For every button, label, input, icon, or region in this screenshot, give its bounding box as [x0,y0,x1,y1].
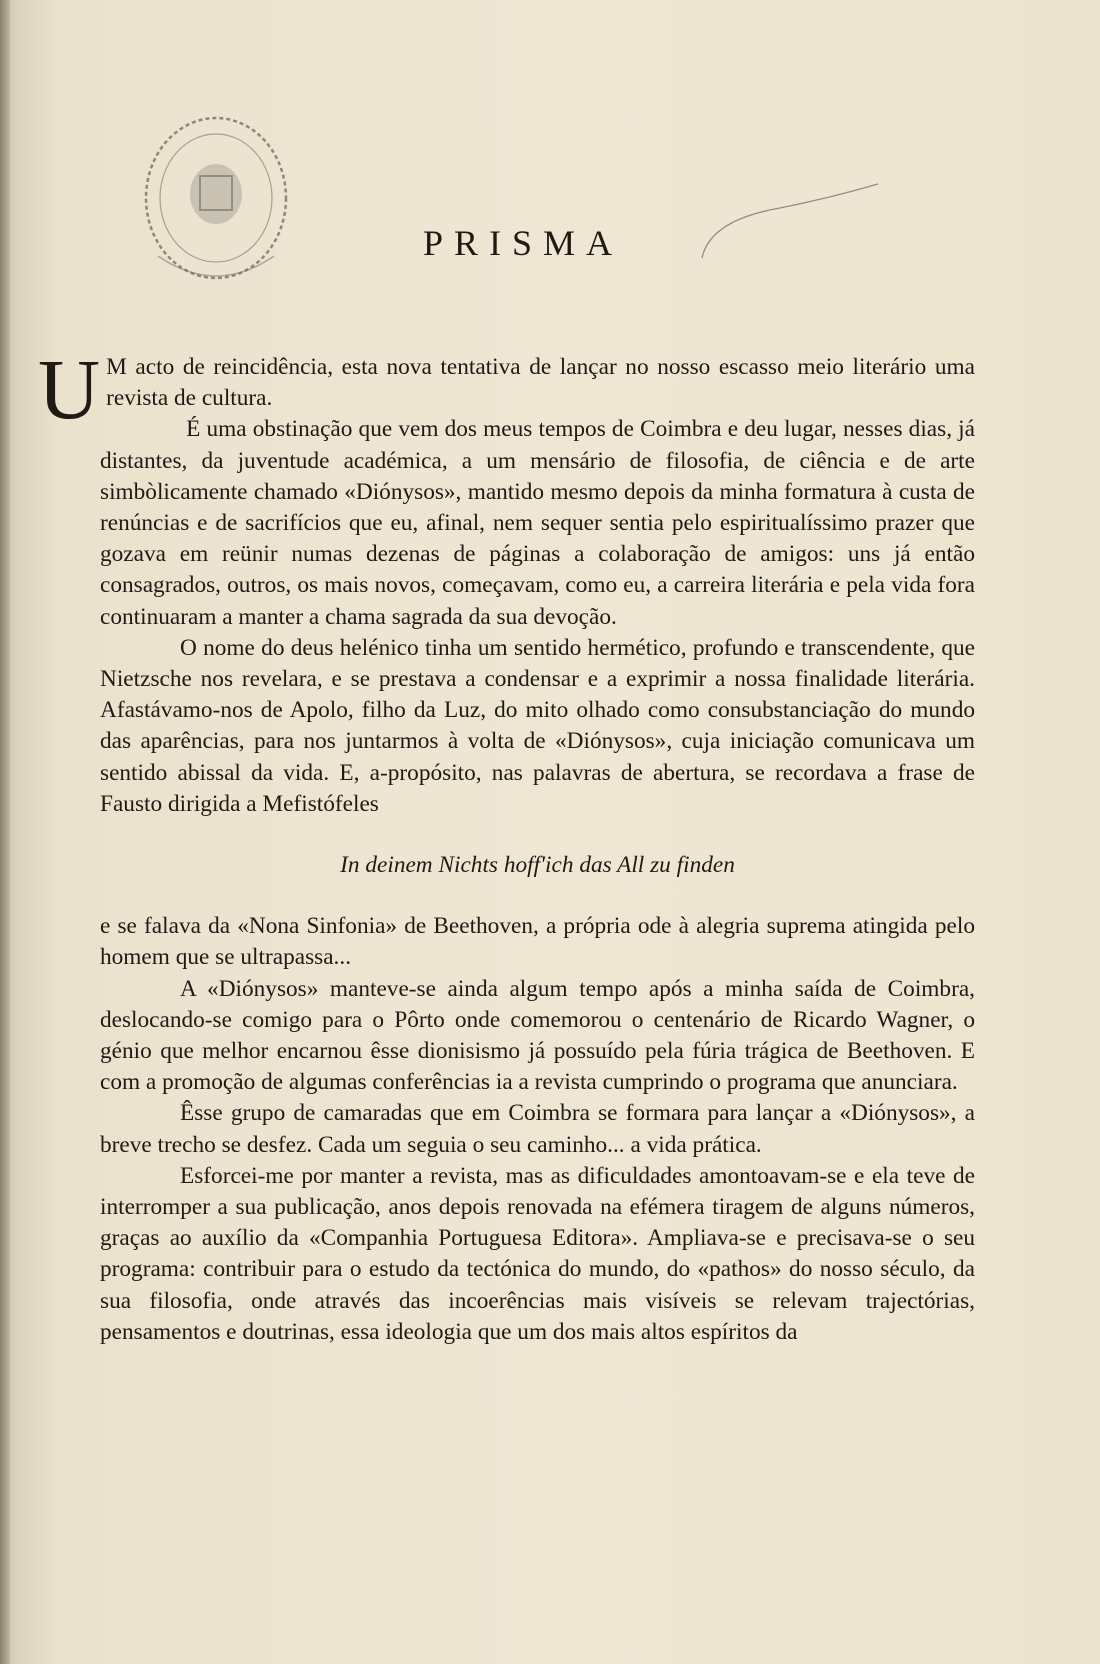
paragraph-4: e se falava da «Nona Sinfonia» de Beethoven, a própria ode à alegria suprema atingida pelo homem que se ultrapassa... [100,913,975,971]
drop-cap: U [38,341,101,437]
paragraph-7: Esforcei-me por manter a revista, mas as dificuldades amontoavam-se e ela teve de interromper a sua publicação, anos depois renovada na efémera tiragem de alguns números, graças ao auxílio da «Companhia Portuguesa Editora». Ampliava-se e precisava-se o seu programa: contribuir para o estudo da tectónica do mundo, do «pathos» do nosso século, da sua filosofia, onde através das incoerências mais visíveis se relevam trajectórias, pensamentos e doutrinas, essa ideologia que um dos mais altos espíritos da [100,1162,975,1345]
quotation: In deinem Nichts hoff'ich das All zu finden [340,852,735,879]
page-title: PRISMA [423,223,624,263]
paragraph-1 [38,341,975,437]
paragraph-1-text: M acto de reincidência, esta nova tentativa de lançar no nosso escasso meio literário uma revista de cultura. [106,354,975,412]
paragraph-3: O nome do deus helénico tinha um sentido hermético, profundo e transcendente, que Nietzsche nos revelara, e se prestava a condensar e a exprimir a nossa finalidade literária. Afastávamo-nos de Apolo, filho da Luz, do mito olhado como consubstanciação do mundo das aparências, para nos juntarmos à volta de «Diónysos», cuja iniciação comunicava um sentido abissal da vida. E, a-propósito, nas palavras de abertura, se recordava a frase de Fausto dirigida a Mefistófeles [100,634,975,817]
pen-mark [700,180,880,260]
paragraph-6: Êsse grupo de camaradas que em Coimbra se formara para lançar a «Diónysos», a breve trecho se desfez. Cada um seguia o seu caminho... a vida prática. [100,1100,975,1158]
paragraph-5: A «Diónysos» manteve-se ainda algum tempo após a minha saída de Coimbra, deslocando-se comigo para o Pôrto onde comemorou o centenário de Ricardo Wagner, o génio que melhor encarnou êsse dionisismo já possuído pela fúria trágica de Beethoven. E com a promoção de algumas conferências ia a revista cumprindo o programa que anunciara. [100,975,975,1096]
page-binding-edge [0,0,10,1664]
article-body [38,341,975,1348]
paragraph-2: É uma obstinação que vem dos meus tempos de Coimbra e deu lugar, nesses dias, já distantes, da juventude académica, a um mensário de filosofia, de ciência e de arte simbòlicamente chamado «Diónysos», mantido mesmo depois da minha formatura à custa de renúncias e de sacrifícios que eu, afinal, nem sequer sentia pelo espiritualíssimo prazer que gozava em reünir numas dezenas de páginas a colaboração de amigos: uns já então consagrados, outros, os mais novos, começavam, como eu, a carreira literária e pela vida fora continuaram a manter a chama sagrada da sua devoção. [100,416,975,630]
library-stamp [138,106,298,296]
